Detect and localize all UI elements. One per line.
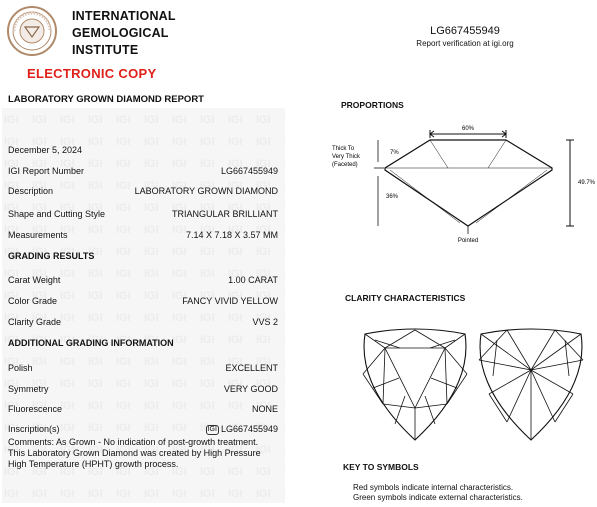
clarity-grade-value: VVS 2 xyxy=(252,317,278,327)
color-grade-value: FANCY VIVID YELLOW xyxy=(182,296,278,306)
pavilion-percentage: 36% xyxy=(386,194,399,200)
inscription-text: LG667455949 xyxy=(220,424,278,434)
red-symbols-text: Red symbols indicate internal characteristics. xyxy=(353,483,514,492)
clarity-characteristics-heading: CLARITY CHARACTERISTICS xyxy=(345,293,466,303)
measurements-label: Measurements xyxy=(8,230,68,240)
clarity-grade-label: Clarity Grade xyxy=(8,317,62,327)
report-title: LABORATORY GROWN DIAMOND REPORT xyxy=(8,94,204,105)
inscription-label: Inscription(s) xyxy=(8,424,60,434)
proportions-diagram xyxy=(330,118,596,248)
depth-percentage: 49.7% xyxy=(578,180,596,186)
polish-label: Polish xyxy=(8,363,33,373)
carat-label: Carat Weight xyxy=(8,275,61,285)
girdle-label-line-1: Thick To xyxy=(332,146,355,152)
polish-row xyxy=(8,363,278,375)
table-percentage: 60% xyxy=(461,126,475,132)
crown-plot-diagram xyxy=(355,326,475,444)
inscription-row xyxy=(8,424,278,436)
organization-name xyxy=(72,8,176,59)
fluorescence-row xyxy=(8,404,278,416)
igi-inscription-mark: IGI xyxy=(207,426,217,433)
polish-value: EXCELLENT xyxy=(225,363,278,373)
report-date-row xyxy=(8,145,278,157)
measurements-row xyxy=(8,230,278,242)
report-date: December 5, 2024 xyxy=(8,145,83,155)
culet-label: Pointed xyxy=(457,238,479,244)
igi-seal-logo xyxy=(6,5,58,57)
pavilion-plot-diagram xyxy=(477,326,597,444)
key-to-symbols-heading: KEY TO SYMBOLS xyxy=(343,462,419,472)
description-row xyxy=(8,186,278,198)
org-line-2: GEMOLOGICAL xyxy=(72,26,169,40)
color-grade-label: Color Grade xyxy=(8,296,58,306)
carat-value: 1.00 CARAT xyxy=(228,275,278,285)
org-line-3: INSTITUTE xyxy=(72,43,139,57)
inscription-value xyxy=(206,424,278,435)
symmetry-row xyxy=(8,384,278,396)
report-number-label: IGI Report Number xyxy=(8,166,85,176)
shape-row xyxy=(8,209,278,221)
electronic-copy-label: ELECTRONIC COPY xyxy=(27,66,157,81)
measurements-value: 7.14 X 7.18 X 3.57 MM xyxy=(185,230,278,240)
girdle-label-line-3: (Faceted) xyxy=(332,162,358,168)
comments-block xyxy=(8,437,278,470)
girdle-label-line-2: Very Thick xyxy=(332,154,360,160)
carat-row xyxy=(8,275,278,287)
key-to-symbols-lines xyxy=(353,483,523,503)
fluorescence-value: NONE xyxy=(251,404,278,414)
shape-label: Shape and Cutting Style xyxy=(8,209,106,219)
report-number-row xyxy=(8,166,278,178)
org-line-1: INTERNATIONAL xyxy=(72,9,176,23)
fluorescence-label: Fluorescence xyxy=(8,404,63,414)
verification-link[interactable]: Report verification at igi.org xyxy=(416,39,514,48)
crown-percentage: 7% xyxy=(390,150,399,156)
additional-grading-heading: ADDITIONAL GRADING INFORMATION xyxy=(8,338,174,348)
proportions-heading: PROPORTIONS xyxy=(341,100,404,110)
green-symbols-text: Green symbols indicate external characteristics. xyxy=(353,493,523,502)
shape-value: TRIANGULAR BRILLIANT xyxy=(171,209,278,219)
comments-line-1: Comments: As Grown - No indication of post-growth treatment. xyxy=(8,437,259,447)
description-value: LABORATORY GROWN DIAMOND xyxy=(134,186,278,196)
report-number-value: LG667455949 xyxy=(220,166,278,176)
comments-line-2: This Laboratory Grown Diamond was created by High Pressure High Temperature (HPHT) growth process. xyxy=(8,448,261,469)
symmetry-label: Symmetry xyxy=(8,384,49,394)
symmetry-value: VERY GOOD xyxy=(223,384,278,394)
color-grade-row xyxy=(8,296,278,308)
description-label: Description xyxy=(8,186,54,196)
grading-results-heading: GRADING RESULTS xyxy=(8,251,95,261)
report-number: LG667455949 xyxy=(430,25,500,37)
report-header-right xyxy=(400,25,530,48)
clarity-grade-row xyxy=(8,317,278,329)
